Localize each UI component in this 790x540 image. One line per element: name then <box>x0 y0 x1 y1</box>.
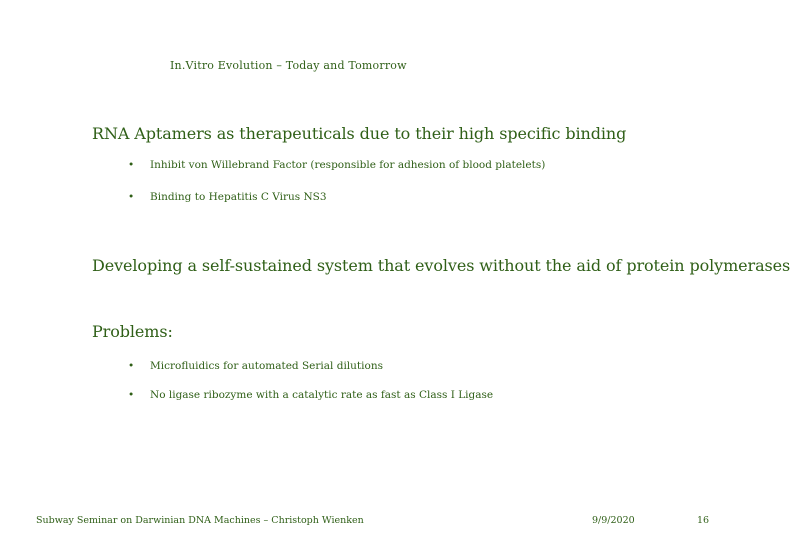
section-heading-self-sustained: Developing a self-sustained system that evolves without the aid of protein polymerases <box>92 256 790 275</box>
bullet-icon: • <box>128 191 135 203</box>
bullet-icon: • <box>128 159 135 171</box>
bullet-icon: • <box>128 389 135 401</box>
bullet-text: Microfluidics for automated Serial dilutions <box>150 360 383 372</box>
bullet-text: Binding to Hepatitis C Virus NS3 <box>150 191 327 203</box>
section-heading-problems: Problems: <box>92 322 173 341</box>
bullet-text: No ligase ribozyme with a catalytic rate as fast as Class I Ligase <box>150 389 494 401</box>
footer-date: 9/9/2020 <box>592 515 635 526</box>
bullet-icon: • <box>128 360 135 372</box>
slide-title: In.Vitro Evolution – Today and Tomorrow <box>170 59 407 72</box>
footer-page-number: 16 <box>697 515 710 526</box>
section-heading-aptamers: RNA Aptamers as therapeuticals due to their high specific binding <box>92 124 627 143</box>
footer-presenter: Subway Seminar on Darwinian DNA Machines – Christoph Wienken <box>36 515 364 526</box>
bullet-text: Inhibit von Willebrand Factor (responsible for adhesion of blood platelets) <box>150 159 546 171</box>
